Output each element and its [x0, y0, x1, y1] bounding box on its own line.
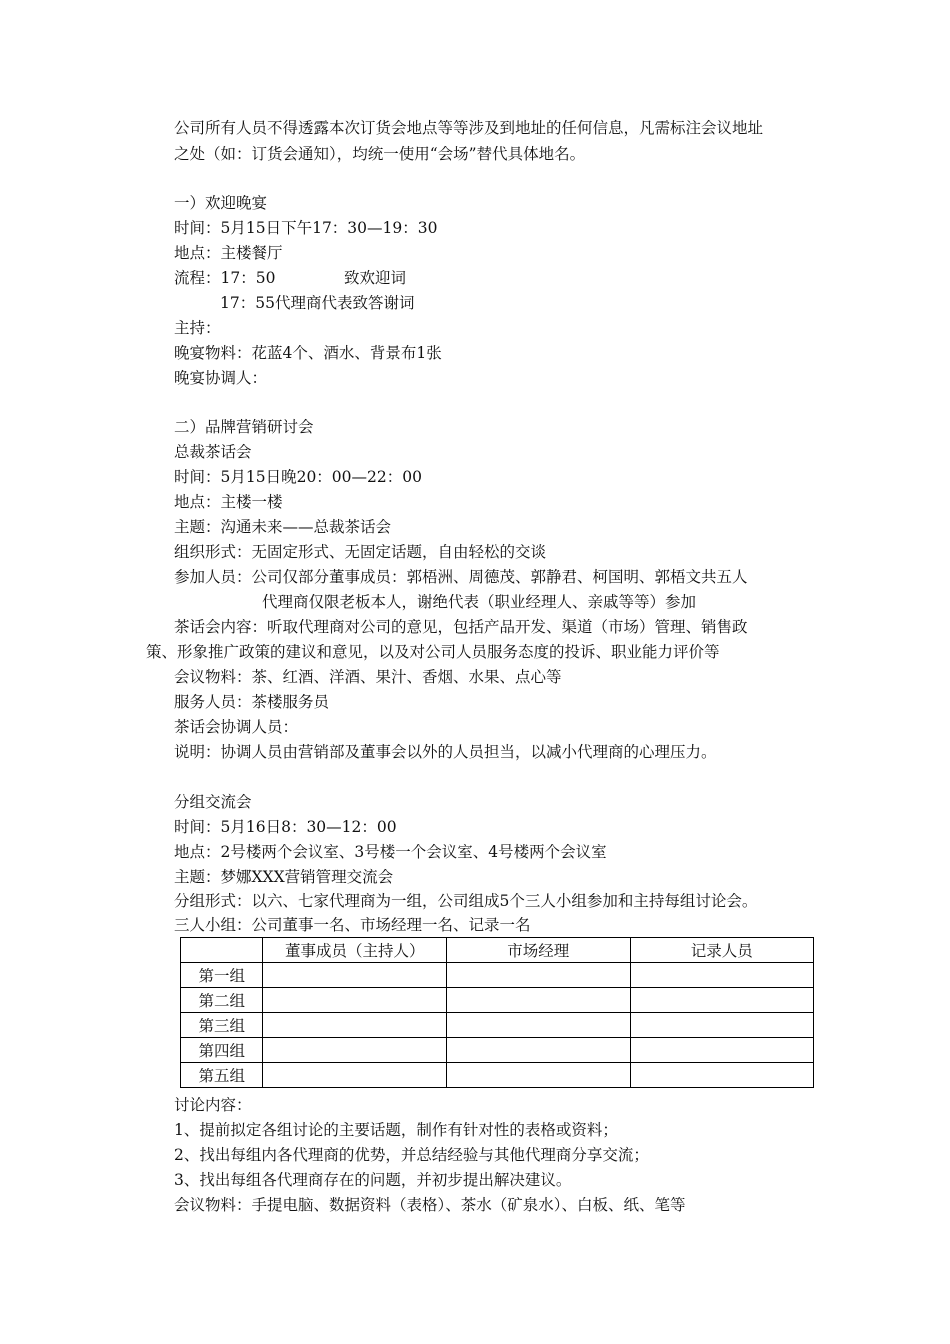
table-row [181, 963, 814, 988]
notice-line-1: 公司所有人员不得透露本次订货会地点等等涉及到地址的任何信息，凡需标注会议地址 [174, 119, 764, 137]
seminar-participants-1: 参加人员：公司仅部分董事成员：郭梧洲、周德茂、郭静君、柯国明、郭梧文共五人 [174, 568, 748, 586]
table-cell [630, 963, 814, 988]
table-cell [263, 1013, 447, 1038]
seminar-theme: 主题：沟通未来——总裁茶话会 [174, 518, 392, 536]
table-header-cell: 市场经理 [447, 938, 630, 963]
banquet-flow-item-1: 致欢迎词 [344, 269, 407, 287]
group-format: 分组形式：以六、七家代理商为一组，公司组成5个三人小组参加和主持每组讨论会。 [174, 892, 758, 910]
group-name-cell: 第三组 [181, 1013, 263, 1038]
table-cell [447, 1063, 630, 1088]
seminar-time: 时间：5月15日晚20：00—22：00 [174, 468, 422, 486]
seminar-coordinator: 茶话会协调人员： [174, 718, 299, 736]
discussion-item-2: 2、找出每组内各代理商的优势，并总结经验与其他代理商分享交流； [174, 1146, 649, 1164]
table-cell [447, 963, 630, 988]
group-heading: 分组交流会 [174, 793, 252, 811]
table-cell [263, 1038, 447, 1063]
group-materials: 会议物料：手提电脑、数据资料（表格）、茶水（矿泉水）、白板、纸、笔等 [174, 1196, 686, 1214]
seminar-note: 说明：协调人员由营销部及董事会以外的人员担当，以减小代理商的心理压力。 [174, 743, 717, 761]
seminar-service: 服务人员：茶楼服务员 [174, 693, 330, 711]
table-row [181, 1063, 814, 1088]
discussion-item-3: 3、找出每组各代理商存在的问题，并初步提出解决建议。 [174, 1171, 572, 1189]
seminar-place: 地点：主楼一楼 [174, 493, 283, 511]
seminar-subheading: 总裁茶话会 [174, 443, 252, 461]
group-name-cell: 第五组 [181, 1063, 263, 1088]
table-row [181, 1013, 814, 1038]
banquet-materials: 晚宴物料：花蓝4个、酒水、背景布1张 [174, 344, 442, 362]
banquet-flow-label: 流程：17：50 [174, 269, 276, 287]
banquet-coordinator: 晚宴协调人： [174, 369, 268, 387]
group-theme: 主题：梦娜XXX营销管理交流会 [174, 868, 394, 886]
group-place: 地点：2号楼两个会议室、3号楼一个会议室、4号楼两个会议室 [174, 843, 607, 861]
group-name-cell: 第二组 [181, 988, 263, 1013]
notice-line-2: 之处（如：订货会通知），均统一使用“会场”替代具体地名。 [174, 145, 586, 163]
seminar-content-2: 策、形象推广政策的建议和意见，以及对公司人员服务态度的投诉、职业能力评价等 [146, 643, 720, 661]
table-cell [447, 1038, 630, 1063]
banquet-time: 时间：5月15日下午17：30—19：30 [174, 219, 438, 237]
banquet-host: 主持： [174, 319, 221, 337]
seminar-content-1: 茶话会内容：听取代理商对公司的意见，包括产品开发、渠道（市场）管理、销售政 [174, 618, 748, 636]
table-cell [447, 988, 630, 1013]
table-cell [630, 1038, 814, 1063]
table-cell [263, 988, 447, 1013]
table-cell [630, 988, 814, 1013]
table-row [181, 1038, 814, 1063]
table-header-row [181, 938, 814, 963]
table-header-cell: 记录人员 [630, 938, 814, 963]
group-name-cell: 第四组 [181, 1038, 263, 1063]
discussion-item-1: 1、提前拟定各组讨论的主要话题，制作有针对性的表格或资料； [174, 1121, 618, 1139]
seminar-format: 组织形式：无固定形式、无固定话题，自由轻松的交谈 [174, 543, 547, 561]
seminar-materials: 会议物料：茶、红酒、洋酒、果汁、香烟、水果、点心等 [174, 668, 562, 686]
table-cell [263, 963, 447, 988]
table-row [181, 988, 814, 1013]
group-name-cell: 第一组 [181, 963, 263, 988]
table-header-cell: 董事成员（主持人） [263, 938, 447, 963]
seminar-heading: 二）品牌营销研讨会 [174, 418, 314, 436]
table-cell [263, 1063, 447, 1088]
group-time: 时间：5月16日8：30—12：00 [174, 818, 397, 836]
group-trio: 三人小组：公司董事一名、市场经理一名、记录一名 [174, 916, 531, 934]
banquet-place: 地点：主楼餐厅 [174, 244, 283, 262]
discussion-label: 讨论内容： [174, 1096, 252, 1114]
seminar-participants-2: 代理商仅限老板本人，谢绝代表（职业经理人、亲戚等等）参加 [262, 593, 697, 611]
table-cell [630, 1013, 814, 1038]
table-header-cell [181, 938, 263, 963]
banquet-flow [174, 268, 275, 288]
table-cell [447, 1013, 630, 1038]
group-assignment-table [180, 937, 814, 1088]
banquet-flow-item-2: 17：55代理商代表致答谢词 [220, 294, 415, 312]
banquet-heading: 一）欢迎晚宴 [174, 194, 268, 212]
table-cell [630, 1063, 814, 1088]
